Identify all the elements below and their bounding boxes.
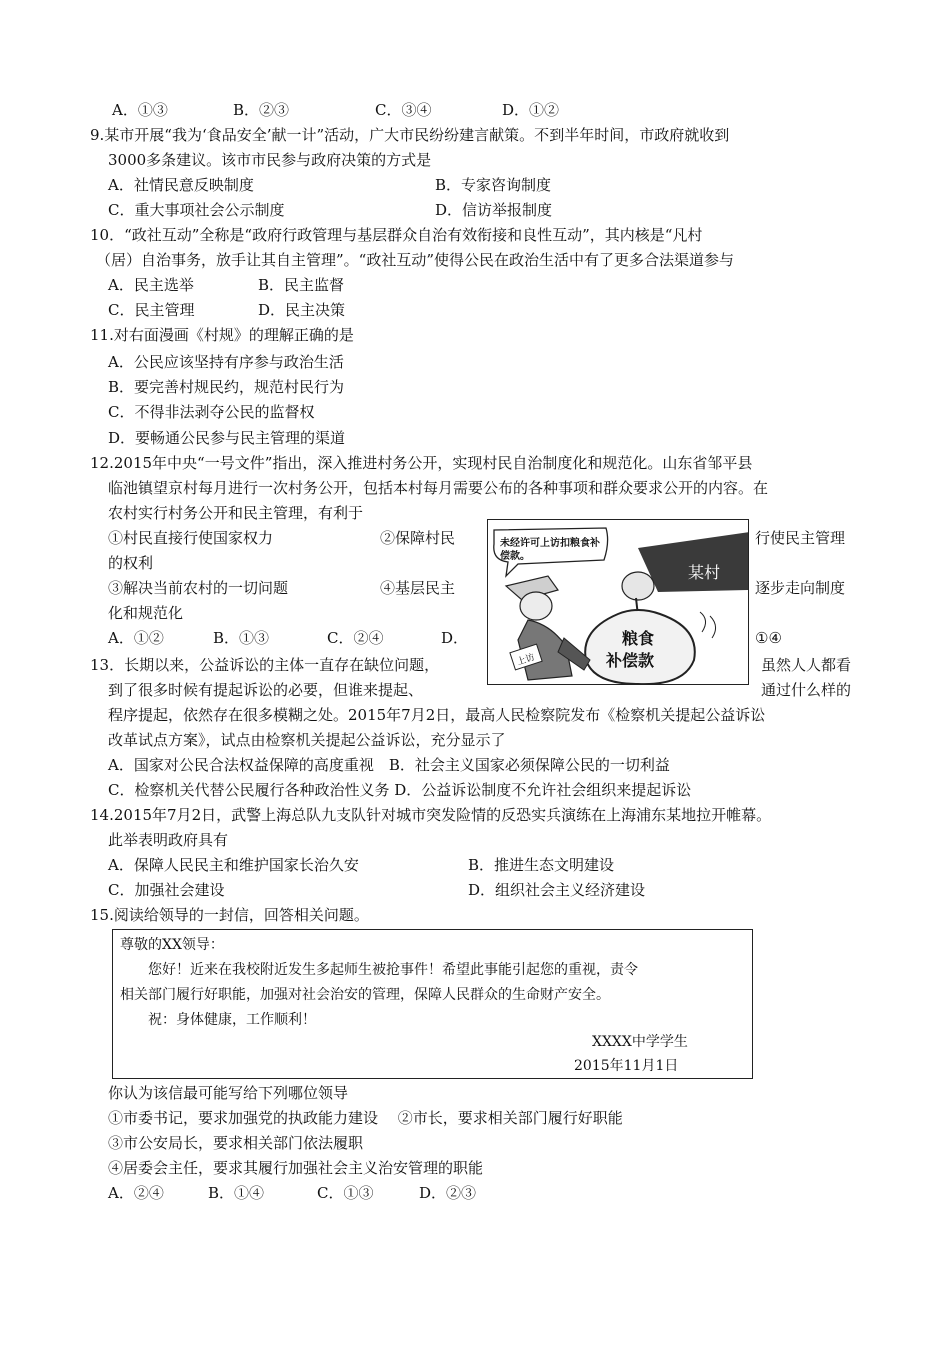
q13-options-ab: A．国家对公民合法权益保障的高度重视 B．社会主义国家必须保障公民的一切利益	[108, 756, 670, 774]
q8-option-b: B．②③	[233, 101, 290, 119]
q8-option-d: D．①②	[502, 101, 560, 119]
q10-option-a: A．民主选举	[108, 276, 194, 294]
q8-option-c: C．③④	[375, 101, 432, 119]
q9-option-d: D．信访举报制度	[435, 201, 553, 219]
cartoon-bag-line1: 粮食	[622, 629, 655, 648]
letter-date: 2015年11月1日	[574, 1058, 679, 1074]
q11-option-d: D．要畅通公民参与民主管理的渠道	[108, 429, 346, 447]
q12-statement-4-part1: ④基层民主	[380, 579, 456, 597]
q14-option-a: A．保障人民民主和维护国家长治久安	[108, 856, 359, 874]
q12-stem-line3: 农村实行村务公开和民主管理，有利于	[108, 504, 364, 522]
q11-stem: 11.对右面漫画《村规》的理解正确的是	[90, 326, 354, 344]
q10-option-c: C．民主管理	[108, 301, 195, 319]
q12-statement-2-part2: 行使民主管理	[755, 529, 846, 547]
q12-option-a: A．①②	[108, 629, 164, 647]
q12-stem-line1: 12.2015年中央“一号文件”指出，深入推进村务公开，实现村民自治制度化和规范化。山东省邹平县	[90, 454, 753, 472]
q10-stem-line2: （居）自治事务，放手让其自主管理”。“政社互动”使得公民在政治生活中有了更多合法渠道参与	[96, 251, 735, 269]
q12-statement-2-part3: 的权利	[108, 554, 154, 572]
q12-option-d-label: D．	[441, 629, 469, 647]
q12-statement-4-part2: 逐步走向制度	[755, 579, 846, 597]
q14-stem-line2: 此举表明政府具有	[108, 831, 229, 849]
q14-stem-line1: 14.2015年7月2日，武警上海总队九支队针对城市突发险情的反恐实兵演练在上海浦东某地拉开帷幕。	[90, 806, 772, 824]
letter-body-line2: 相关部门履行好职能，加强对社会治安的管理，保障人民群众的生命财产安全。	[120, 987, 610, 1003]
q11-option-b: B．要完善村规民约，规范村民行为	[108, 378, 345, 396]
letter-sender: XXXX中学学生	[592, 1034, 688, 1050]
q9-option-b: B．专家咨询制度	[435, 176, 552, 194]
q9-option-c: C．重大事项社会公示制度	[108, 201, 285, 219]
q14-option-d: D．组织社会主义经济建设	[468, 881, 646, 899]
cartoon-speech-line1: 未经许可上访扣粮食补	[500, 538, 600, 549]
q13-stem-line3: 程序提起，依然存在很多模糊之处。2015年7月2日，最高人民检察院发布《检察机关提起公益诉讼	[108, 706, 766, 724]
q15-option-d: D．②③	[419, 1184, 477, 1202]
cartoon-speech-line2: 偿款。	[500, 551, 530, 562]
q12-statement-2-part1: ②保障村民	[380, 529, 456, 547]
q14-option-b: B．推进生态文明建设	[468, 856, 615, 874]
q12-option-d-value: ①④	[755, 629, 782, 647]
q12-statement-4-part3: 化和规范化	[108, 604, 184, 622]
cartoon-village-rules	[487, 519, 749, 685]
letter-closing: 祝：身体健康，工作顺利！	[148, 1012, 316, 1028]
letter-salutation: 尊敬的XX领导：	[120, 937, 224, 953]
q12-statement-1: ①村民直接行使国家权力	[108, 529, 274, 547]
q15-stem: 15.阅读给领导的一封信，回答相关问题。	[90, 906, 369, 924]
q13-stem-line2b: 通过什么样的	[761, 681, 852, 699]
q13-options-cd: C．检察机关代替公民履行各种政治性义务 D．公益诉讼制度不允许社会组织来提起诉讼	[108, 781, 692, 799]
q12-option-c: C．②④	[327, 629, 384, 647]
q15-option-c: C．①③	[317, 1184, 374, 1202]
q9-stem-line2: 3000多条建议。该市市民参与政府决策的方式是	[108, 151, 432, 169]
q8-option-a: A．①③	[112, 101, 168, 119]
q13-stem-line1a: 13．长期以来，公益诉讼的主体一直存在缺位问题，	[90, 656, 440, 674]
q15-statement-1-2: ①市委书记，要求加强党的执政能力建设 ②市长，要求相关部门履行好职能	[108, 1109, 623, 1127]
letter-body-line1: 您好！近来在我校附近发生多起师生被抢事件！希望此事能引起您的重视，责令	[148, 962, 638, 978]
q12-statement-3: ③解决当前农村的一切问题	[108, 579, 289, 597]
q11-option-a: A．公民应该坚持有序参与政治生活	[108, 353, 344, 371]
q12-option-b: B．①③	[213, 629, 270, 647]
q9-stem-line1: 9.某市开展“我为‘食品安全’献一计”活动，广大市民纷纷建言献策。不到半年时间，市政府就收到	[90, 126, 730, 144]
cartoon-bag-line2: 补偿款	[606, 651, 655, 670]
q14-option-c: C．加强社会建设	[108, 881, 225, 899]
q10-option-b: B．民主监督	[258, 276, 345, 294]
cartoon-sign: 某村	[688, 563, 721, 582]
q13-stem-line1b: 虽然人人都看	[761, 656, 852, 674]
q9-option-a: A．社情民意反映制度	[108, 176, 254, 194]
q15-statement-4: ④居委会主任，要求其履行加强社会主义治安管理的职能	[108, 1159, 484, 1177]
cartoon-paper-label: 上访	[515, 652, 537, 668]
q13-stem-line2a: 到了很多时候有提起诉讼的必要，但谁来提起、	[108, 681, 424, 699]
q10-option-d: D．民主决策	[258, 301, 346, 319]
q15-option-b: B．①④	[208, 1184, 265, 1202]
q12-stem-line2: 临池镇望京村每月进行一次村务公开，包括本村每月需要公布的各种事项和群众要求公开的内容。在	[108, 479, 769, 497]
q11-option-c: C．不得非法剥夺公民的监督权	[108, 403, 315, 421]
q13-stem-line4: 改革试点方案》，试点由检察机关提起公益诉讼，充分显示了	[108, 731, 506, 749]
q15-statement-3: ③市公安局长，要求相关部门依法履职	[108, 1134, 364, 1152]
q15-option-a: A．②④	[108, 1184, 164, 1202]
q15-question: 你认为该信最可能写给下列哪位领导	[108, 1084, 349, 1102]
q10-stem-line1: 10．“政社互动”全称是“政府行政管理与基层群众自治有效衔接和良性互动”，其内核是“凡村	[90, 226, 703, 244]
